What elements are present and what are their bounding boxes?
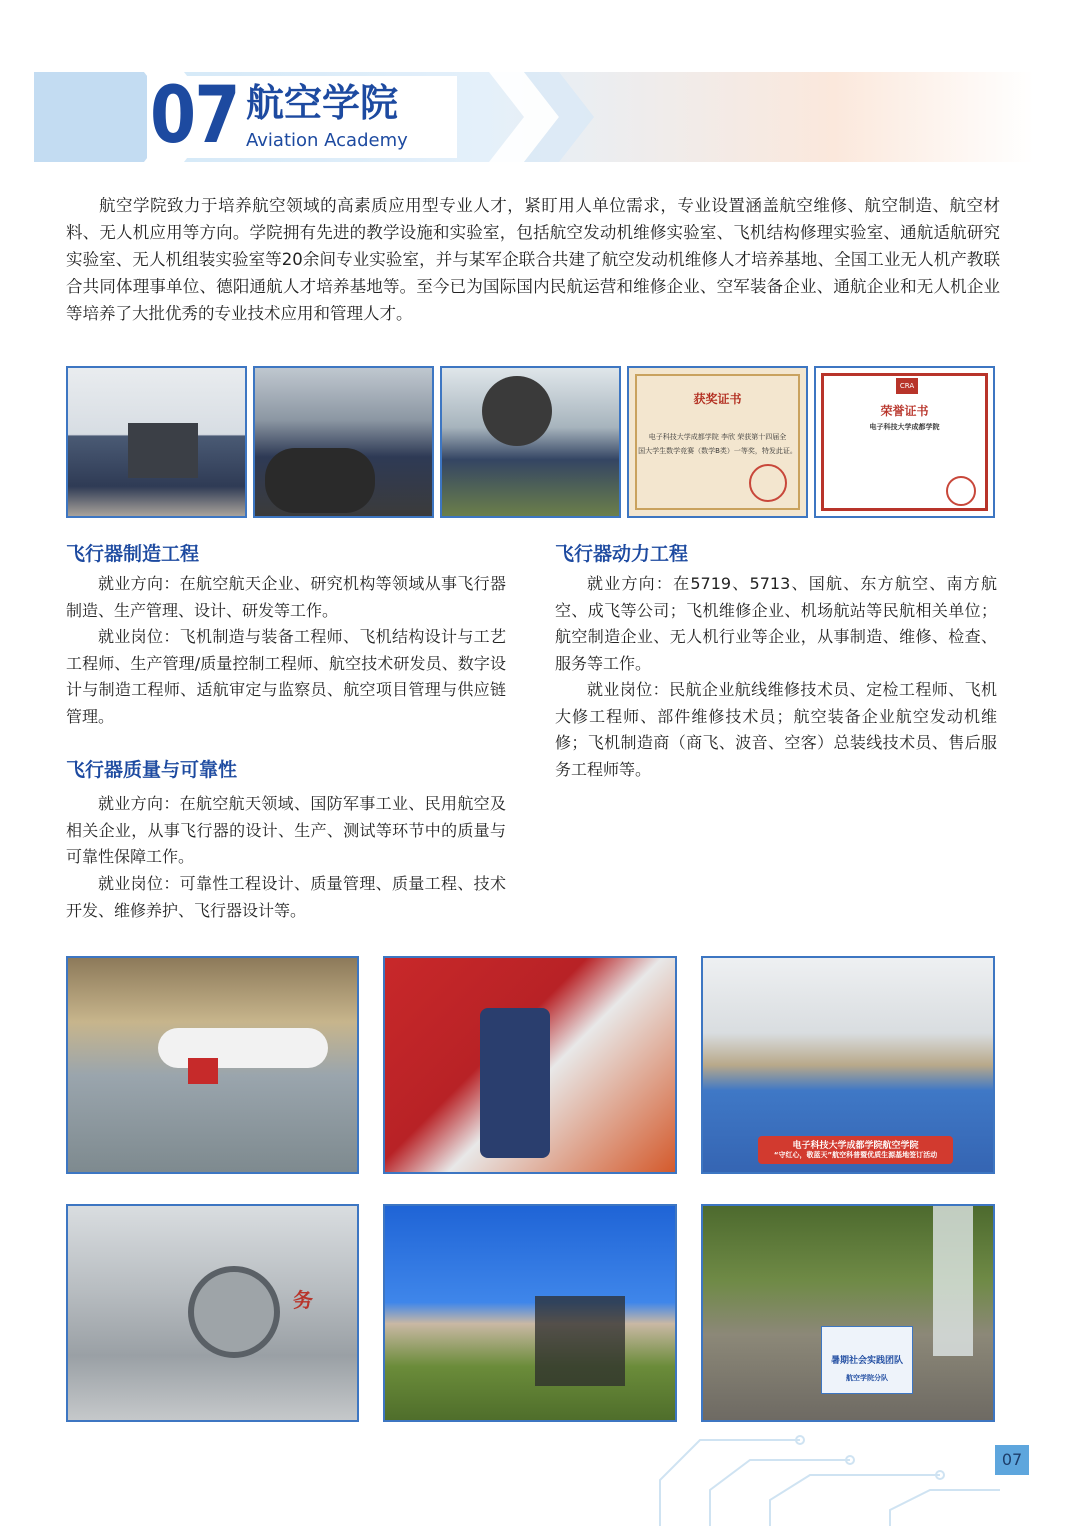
photo-lab-students (66, 366, 247, 518)
photo-engine-workshop (66, 1204, 359, 1422)
photo-waterfall-team (701, 1204, 995, 1422)
major-positions: 就业岗位：可靠性工程设计、质量管理、质量工程、技术开发、维修养护、飞行器设计等。 (66, 874, 506, 920)
certificate-line: 电子科技大学成都学院 (869, 423, 940, 431)
certificate-line: 国大学生数学竞赛（数学B类）一等奖，特发此证。 (638, 447, 797, 455)
page-number: 07 (995, 1445, 1029, 1475)
team-banner (821, 1326, 913, 1394)
photo-outdoor-group (383, 1204, 677, 1422)
major-title-reliability: 飞行器质量与可靠性 (66, 759, 238, 781)
team-banner-subtitle: 航空学院分队 (846, 1374, 888, 1382)
page-title: 航空学院 (246, 81, 399, 125)
hangar-sign: 务 (293, 1288, 313, 1312)
event-banner-line1: 电子科技大学成都学院航空学院 (792, 1141, 919, 1151)
event-banner-line2: “守红心，敬蓝天”航空科普暨优质生源基地签订活动 (773, 1151, 938, 1159)
page-subtitle: Aviation Academy (246, 130, 408, 151)
major-title-manufacturing: 飞行器制造工程 (66, 543, 200, 565)
photo-hangar-aircraft (66, 956, 359, 1174)
team-banner-title: 暑期社会实践团队 (830, 1356, 903, 1366)
major-direction: 就业方向：在航空航天领域、国防军事工业、民用航空及相关企业，从事飞行器的设计、生产、测试等环节中的质量与可靠性保障工作。 (66, 794, 506, 866)
event-banner (758, 1136, 953, 1164)
photo-honor-certificate (814, 366, 995, 518)
photo-auditorium-event (701, 956, 995, 1174)
intro-paragraph: 航空学院致力于培养航空领域的高素质应用型专业人才，紧盯用人单位需求，专业设置涵盖航空维修、航空制造、航空材料、无人机应用等方向。学院拥有先进的教学设施和实验室，包括航空发动机维修实验室、飞机结构修理实验室、通航适航研究实验室、无人机组装实验室等20余间专业实验室，并与某军企联合共建了航空发动机维修人才培养基地、全国工业无人机产教联合共同体理事单位、德阳通航人才培养基地等。至今已为国际国内民航运营和维修企业、空军装备企业、通航企业和无人机企业等培养了大批优秀的专业技术应用和管理人才。 (66, 196, 1000, 323)
major-positions: 就业岗位：飞机制造与装备工程师、飞机结构设计与工艺工程师、生产管理/质量控制工程师、航空技术研发员、数字设计与制造工程师、适航审定与监察员、航空项目管理与供应链管理。 (66, 627, 506, 726)
major-direction: 就业方向：在航空航天企业、研究机构等领域从事飞行器制造、生产管理、设计、研发等工作。 (66, 574, 506, 620)
section-number: 07 (150, 71, 239, 161)
photo-award-certificate (627, 366, 808, 518)
photo-engine-lab (253, 366, 434, 518)
major-positions: 就业岗位：民航企业航线维修技术员、定检工程师、飞机大修工程师、部件维修技术员；航空装备企业航空发动机维修；飞机制造商（商飞、波音、空客）总装线技术员、售后服务工程师等。 (555, 680, 997, 779)
certificate-title: 获奖证书 (693, 392, 742, 406)
major-direction: 就业方向：在5719、5713、国航、东方航空、南方航空、成飞等公司；飞机维修企业、机场航站等民航相关单位；航空制造企业、无人机行业等企业，从事制造、维修、检查、服务等工作。 (555, 574, 997, 673)
major-title-power: 飞行器动力工程 (555, 543, 689, 565)
photo-engine-display (440, 366, 621, 518)
certificate-title: 荣誉证书 (880, 404, 929, 418)
cra-logo: CRA (896, 378, 918, 394)
photo-maintenance-practice (383, 956, 677, 1174)
certificate-line: 电子科技大学成都学院 李欣 荣获第十四届全 (648, 433, 787, 441)
